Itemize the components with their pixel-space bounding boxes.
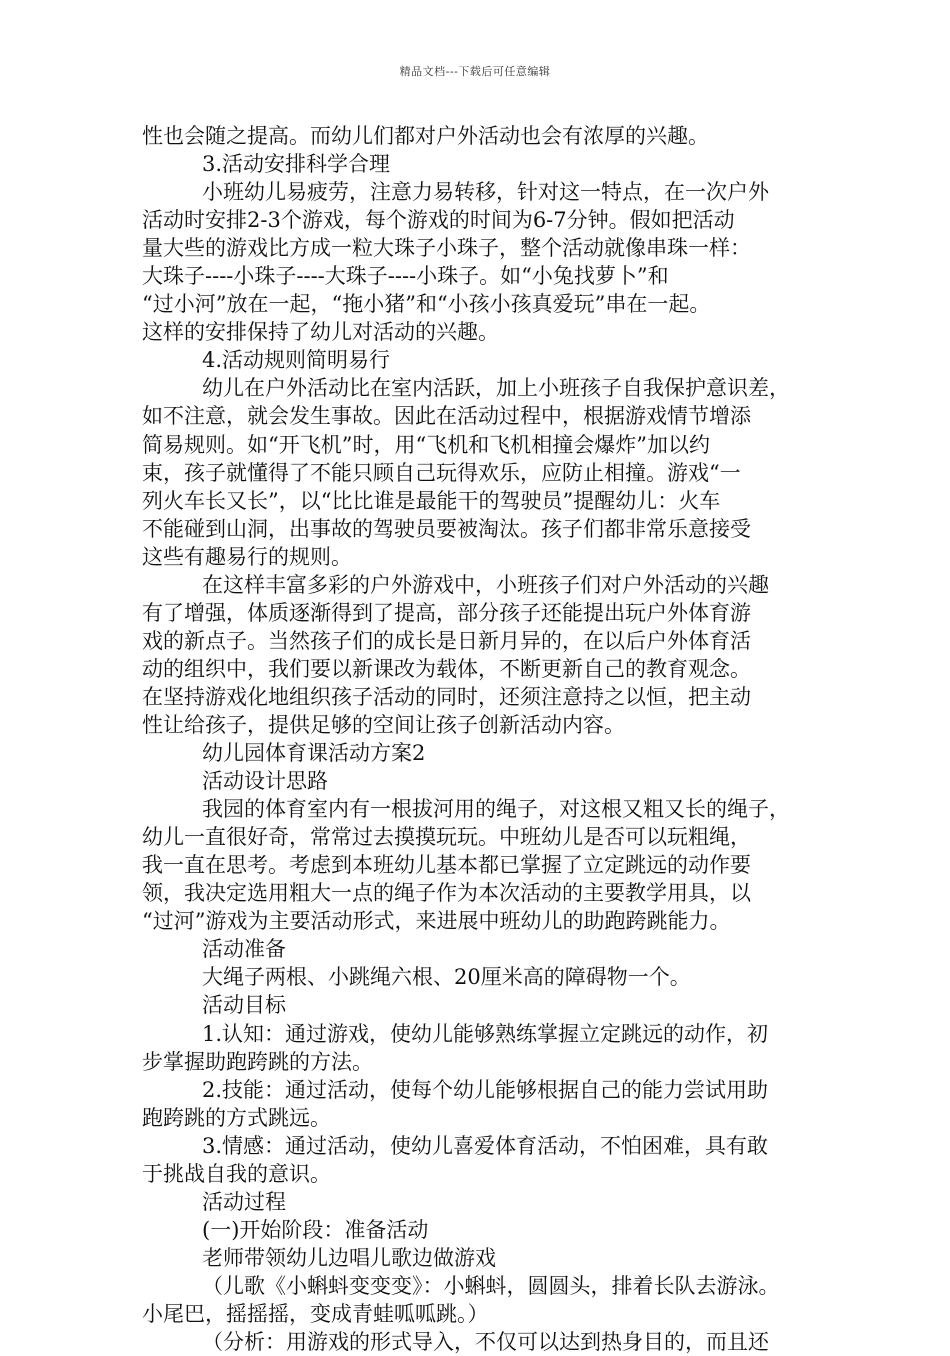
- text-line: 有了增强，体质逐渐得到了提高，部分孩子还能提出玩户外体育游: [142, 600, 751, 625]
- text-line: （分析：用游戏的形式导入，不仅可以达到热身目的，而且还: [202, 1330, 769, 1355]
- text-line: 大珠子----小珠子----大珠子----小珠子。如“小兔找萝卜”和: [142, 264, 669, 289]
- text-line: （儿歌《小蝌蚪变变变》：小蝌蚪，圆圆头，排着长队去游泳。: [202, 1273, 780, 1298]
- text-line: 在坚持游戏化地组织孩子活动的同时，还须注意持之以恒，把主动: [142, 684, 751, 709]
- text-line: 4.活动规则简明易行: [202, 348, 391, 373]
- text-line: 领，我决定选用粗大一点的绳子作为本次活动的主要教学用具，以: [142, 881, 751, 906]
- text-line: 性也会随之提高。而幼儿们都对户外活动也会有浓厚的兴趣。: [142, 124, 709, 148]
- text-line: 于挑战自我的意识。: [142, 1161, 331, 1186]
- text-line: “过河”游戏为主要活动形式，来进展中班幼儿的助跑跨跳能力。: [142, 909, 731, 934]
- text-line: 老师带领幼儿边唱儿歌边做游戏: [202, 1245, 496, 1270]
- text-line: 跑跨跳的方式跳远。: [142, 1105, 331, 1130]
- text-line: 步掌握助跑跨跳的方法。: [142, 1049, 373, 1074]
- text-line: 活动设计思路: [202, 769, 328, 794]
- text-line: 3.活动安排科学合理: [202, 152, 391, 177]
- text-line: 我一直在思考。考虑到本班幼儿基本都已掌握了立定跳远的动作要: [142, 853, 751, 878]
- text-line: 不能碰到山洞，出事故的驾驶员要被淘汰。孩子们都非常乐意接受: [142, 516, 751, 541]
- text-line: 1.认知：通过游戏，使幼儿能够熟练掌握立定跳远的动作，初: [202, 1021, 769, 1046]
- text-line: 如不注意，就会发生事故。因此在活动过程中，根据游戏情节增添: [142, 404, 751, 429]
- page-header: 精品文档---下载后可任意编辑: [399, 65, 551, 78]
- text-line: 性让给孩子，提供足够的空间让孩子创新活动内容。: [142, 712, 625, 737]
- text-line: 动的组织中，我们要以新课改为载体，不断更新自己的教育观念。: [142, 656, 751, 681]
- text-line: 幼儿在户外活动比在室内活跃，加上小班孩子自我保护意识差，: [202, 376, 790, 401]
- text-line: 活动目标: [202, 993, 286, 1018]
- text-line: 幼儿园体育课活动方案2: [202, 741, 426, 766]
- text-line: 2.技能：通过活动，使每个幼儿能够根据自己的能力尝试用助: [202, 1077, 769, 1102]
- text-line: 我园的体育室内有一根拔河用的绳子，对这根又粗又长的绳子，: [202, 797, 790, 822]
- text-line: 幼儿一直很好奇，常常过去摸摸玩玩。中班幼儿是否可以玩粗绳，: [142, 825, 751, 850]
- text-line: 这样的安排保持了幼儿对活动的兴趣。: [142, 320, 499, 345]
- text-line: 列火车长又长”，以“比比谁是最能干的驾驶员”提醒幼儿：火车: [142, 488, 721, 513]
- text-line: 量大些的游戏比方成一粒大珠子小珠子，整个活动就像串珠一样：: [142, 236, 751, 261]
- text-line: 小班幼儿易疲劳，注意力易转移，针对这一特点，在一次户外: [202, 180, 769, 205]
- text-line: 这些有趣易行的规则。: [142, 544, 352, 569]
- text-line: 戏的新点子。当然孩子们的成长是日新月异的，在以后户外体育活: [142, 628, 751, 653]
- text-line: “过小河”放在一起，“拖小猪”和“小孩小孩真爱玩”串在一起。: [142, 292, 711, 317]
- text-line: 束，孩子就懂得了不能只顾自己玩得欢乐，应防止相撞。游戏“一: [142, 460, 741, 485]
- text-line: 简易规则。如“开飞机”时，用“飞机和飞机相撞会爆炸”加以约: [142, 432, 710, 457]
- text-line: (一)开始阶段：准备活动: [202, 1217, 429, 1242]
- text-line: 小尾巴，摇摇摇，变成青蛙呱呱跳。）: [142, 1301, 489, 1326]
- text-line: 3.情感：通过活动，使幼儿喜爱体育活动，不怕困难，具有敢: [202, 1133, 769, 1158]
- text-line: 大绳子两根、小跳绳六根、20厘米高的障碍物一个。: [202, 965, 691, 990]
- document-body: [142, 122, 822, 1356]
- text-line: 活动准备: [202, 937, 286, 962]
- text-line: 活动过程: [202, 1189, 286, 1214]
- text-line: 活动时安排2-3个游戏，每个游戏的时间为6-7分钟。假如把活动: [142, 208, 735, 233]
- text-line: 在这样丰富多彩的户外游戏中，小班孩子们对户外活动的兴趣: [202, 572, 769, 597]
